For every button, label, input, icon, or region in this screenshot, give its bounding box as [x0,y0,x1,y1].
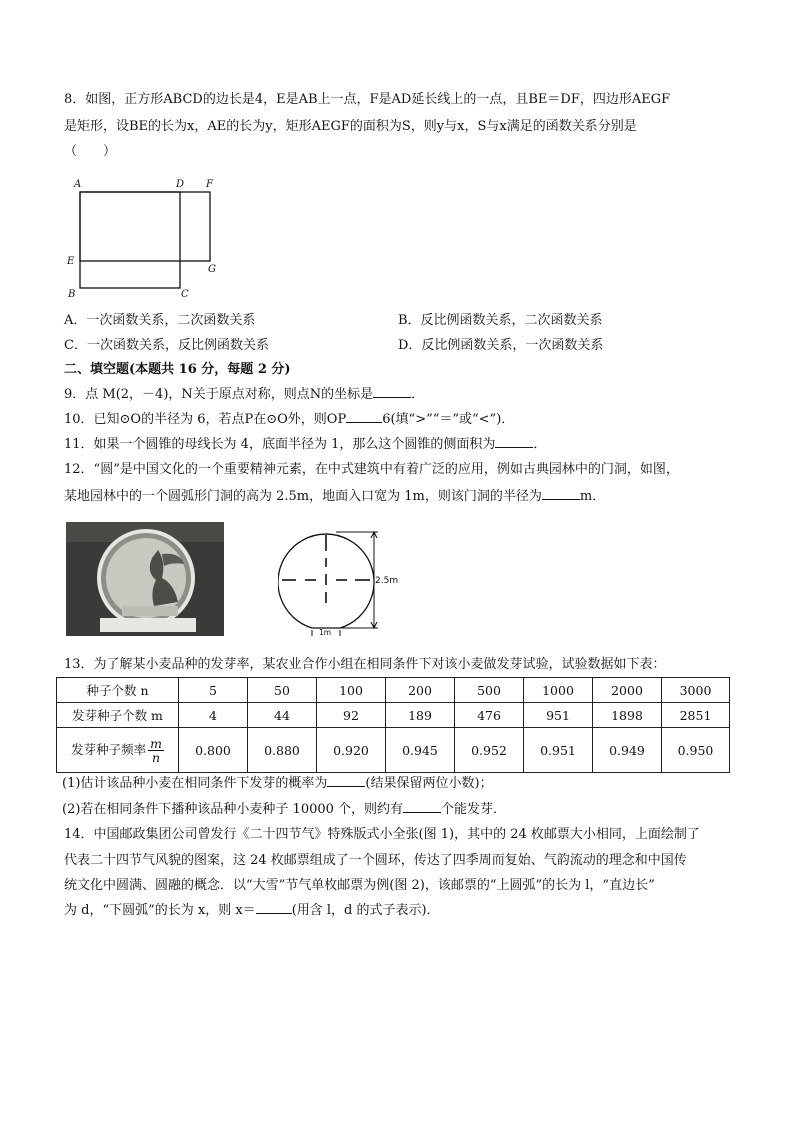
table-cell: 476 [455,703,524,728]
q14-answer-blank[interactable] [256,901,292,914]
q14-line2: 代表二十四节气风貌的图案，这 24 枚邮票组成了一个圆环，传达了四季周而复始、气韵流动的理念和中国传 [64,853,687,868]
q14-line1: 14．中国邮政集团公司曾发行《二十四节气》特殊版式小全张(图 1)，其中的 24 枚邮票大小相同，上面绘制了 [64,827,700,842]
fraction-denominator: n [151,749,161,765]
table-row-m [57,703,730,728]
fraction-m-over-n [148,737,164,764]
moon-gate-diagram [278,522,410,638]
table-cell: 0.951 [524,728,593,773]
q8-line2: 是矩形，设BE的长为x，AE的长为y，矩形AEGF的面积为S，则y与x，S与x满足的函数关系分别是 [64,119,637,134]
germination-table [56,677,730,773]
table-cell: 0.880 [248,728,317,773]
q12-tail: m． [579,489,606,504]
q9-text: 9．点 M(2，－4)，N关于原点对称，则点N的坐标是 [64,387,374,402]
q12-answer-blank[interactable] [542,487,580,500]
q8-figure [60,176,230,302]
q11-answer-blank[interactable] [495,435,533,448]
q10-answer-blank[interactable] [346,410,382,423]
table-cell: 3000 [662,678,730,703]
table-row-n [57,678,730,703]
q13-sub1-text: (1)估计该品种小麦在相同条件下发芽的概率为 [62,776,328,791]
table-cell: 0.949 [593,728,662,773]
freq-label-text: 发芽种子频率 [71,741,147,757]
table-cell: 50 [248,678,317,703]
table-cell: 5 [179,678,248,703]
table-cell: 0.952 [455,728,524,773]
table-cell: 100 [317,678,386,703]
q13-sub1-blank[interactable] [327,774,365,787]
q11-text: 11．如果一个圆锥的母线长为 4，底面半径为 1，那么这个圆锥的侧面积为 [64,437,496,452]
q14-line4 [64,901,440,920]
rectangle-aegf [80,192,210,261]
q13-sub2 [62,800,506,819]
label-f: F [206,179,213,190]
row-label-freq [57,728,179,773]
q13-sub2-text: (2)若在相同条件下播种该品种小麦种子 10000 个，则约有 [62,802,404,817]
table-row-freq [57,728,730,773]
q9-tail: ． [411,387,425,402]
square-abcd [80,192,180,288]
table-cell: 0.920 [317,728,386,773]
label-e: E [67,256,75,267]
q9 [64,385,424,404]
width-label: 1m [319,628,332,637]
label-a: A [74,179,82,190]
table-cell: 500 [455,678,524,703]
label-c: C [181,289,189,300]
height-label: 2.5m [375,576,399,586]
q10-tail: 6(填“>”“＝”或“<”)． [382,412,515,427]
table-cell: 2000 [593,678,662,703]
q8-option-d[interactable]: D．反比例函数关系，一次函数关系 [398,338,604,353]
table-cell: 189 [386,703,455,728]
q13-sub2-blank[interactable] [403,800,441,813]
table-cell: 0.950 [662,728,730,773]
q9-answer-blank[interactable] [373,385,411,398]
q12-line1: 12．“圆”是中国文化的一个重要精神元素，在中式建筑中有着广泛的应用，例如古典园林中的门洞，如图， [64,462,679,477]
q13-intro: 13．为了解某小麦品种的发芽率，某农业合作小组在相同条件下对该小麦做发芽试验，试验数据如下表： [64,657,666,672]
table-cell: 92 [317,703,386,728]
label-g: G [208,264,216,275]
q10-text: 10．已知⊙O的半径为 6，若点P在⊙O外，则OP [64,412,347,427]
table-cell: 0.945 [386,728,455,773]
table-cell: 4 [179,703,248,728]
q12-text: 某地园林中的一个圆弧形门洞的高为 2.5m，地面入口宽为 1m，则该门洞的半径为 [64,489,542,504]
table-cell: 2851 [662,703,730,728]
q8-line1: 8．如图，正方形ABCD的边长是4，E是AB上一点，F是AD延长线上的一点，且BE＝DF，四边形AEGF [64,92,671,107]
moon-gate-photo [66,522,224,636]
q14-tail: (用含 l，d 的式子表示)． [291,903,440,918]
q14-line3: 统文化中圆满、圆融的概念．以“大雪”节气单枚邮票为例(图 2)，该邮票的“上圆弧”的长为 l，“直边长” [64,878,655,893]
q8-option-b[interactable]: B．反比例函数关系，二次函数关系 [398,313,603,328]
q11 [64,435,546,454]
q13-sub2-tail: 个能发芽． [441,802,507,817]
q8-option-c[interactable]: C．一次函数关系，反比例函数关系 [64,338,269,353]
fraction-numerator: m [150,735,162,751]
q13-sub1-tail: (结果保留两位小数)； [365,776,493,791]
table-cell: 200 [386,678,455,703]
section-title: 二、填空题(本题共 16 分，每题 2 分) [64,362,291,377]
table-cell: 0.800 [179,728,248,773]
q12-line2 [64,487,605,506]
table-cell: 1000 [524,678,593,703]
row-label-n: 种子个数 n [57,678,179,703]
q13-sub1 [62,774,493,793]
q11-tail: ． [533,437,547,452]
table-cell: 1898 [593,703,662,728]
label-d: D [176,179,185,190]
table-cell: 44 [248,703,317,728]
q14-text: 为 d，“下圆弧”的长为 x，则 x＝ [64,903,256,918]
q10 [64,410,514,429]
q8-option-a[interactable]: A．一次函数关系，二次函数关系 [64,313,256,328]
q8-paren: （ ） [64,144,117,159]
row-label-m: 发芽种子个数 m [57,703,179,728]
table-cell: 951 [524,703,593,728]
label-b: B [68,289,76,300]
